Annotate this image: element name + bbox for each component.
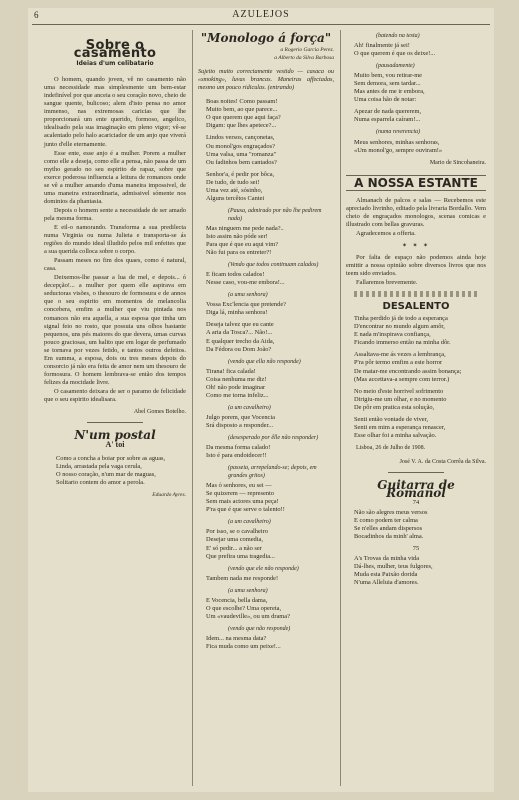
verse-block: E Vocencia, bella dama, O que escolhe? Uma opereta, Um «vaudeville», ou um drama?: [206, 596, 290, 620]
verse-block: Mas ó senhores, eu sei — Se quizerem — represento Sem mais actores uma peça! P'ra que é que serve o talento!!: [206, 482, 285, 514]
verse-block: Apezar de nada quererem, Numa esparrela caíram!...: [354, 108, 422, 124]
article-subtitle: Ideias d'um celibatario: [76, 60, 154, 68]
poem-stanza: Senti então vontade de viver, Senti em mim a esperança renascer, Esse olhar foi a minha salvação.: [354, 415, 446, 439]
verse-block: Muito bem, vou retirar-me Sem demora, sem tardar... Mas antes de me ir embora, Uma coisa hão de notar:: [354, 72, 425, 104]
paragraph: Agradecemos a offerta.: [356, 229, 416, 237]
dedication: a Rogerio Garcia Perez. a Alberto da Silva Barbosa: [274, 47, 334, 62]
poem-author: Eduardo Ayres.: [152, 492, 186, 499]
column-divider: [340, 30, 341, 786]
paragraph: E eil-o namorando. Transforma a sua predilecta numa Virginia ou numa Julieta e transporta-se ás regiões do mundo ideal illudido pelos mil enfeites que a sua querida colloca sobre o corpo.: [44, 223, 186, 256]
paragraph: Almanach de palcos e salas — Recebemos este apreciado livrinho, editado pela livraria Bordallo. Vem cheio de engraçados monologos, scenas comicas e illustrado com bellas gravuras.: [346, 196, 486, 228]
paragraph: Depois o homem sente a necessidade de ser amado pela mesma forma.: [44, 206, 186, 222]
stage-direction: (Pausa, admirado por não lhe pedirem nada): [228, 207, 322, 222]
poem-title: N'um postal: [74, 428, 156, 443]
poem-stanza: Como a concha a boiar por sobre as aguas, Linda, arrastada pela vaga cerula, O nosso coração, n'um mar de maguas, Solitario contem do amor a perola.: [56, 455, 166, 487]
magazine-page: [28, 8, 494, 792]
column-middle: [198, 30, 334, 655]
paragraph: O casamento deixara de ser o paramo de felicidade que o seu espirito idealisara.: [44, 387, 186, 403]
verse-block: Meus senhores, minhas senhoras, «Um monol'go, sempre ouviram!»: [354, 138, 443, 154]
poem-title: Guitarra de Romanol: [377, 477, 455, 501]
verse-block: Julgo porem, que Vocencia Srá disposto a responder...: [206, 413, 275, 429]
poem-title: DESALENTO: [382, 301, 450, 313]
header-rule: [32, 24, 490, 25]
verse-block: Da mesma forma calado! Isto é para endoidecer!!: [206, 444, 271, 460]
page-number: 6: [34, 10, 39, 20]
stage-direction: (a um cavalheiro): [228, 519, 271, 526]
verse-block: Idem... na mesma data? Fica muda como um peixe!...: [206, 634, 281, 650]
poem-stanza: Não são alegres meus versos E como podem ter calma Se n'elles andam dispersos Bocadinhos da minh' alma.: [354, 509, 428, 541]
verse-block: Tirana! fica calada! Coisa nenhuma me diz! Oh! não pode imaginar Como me torna infeliz...: [206, 367, 269, 399]
verse-block: Senhor'a, é pedir por bôca, De tudo, de tudo sei! Uma vez até, sósinho, Alguns tercêtos Cantei: [206, 170, 275, 202]
stage-direction: (numa reverencia): [376, 129, 421, 136]
verse-number: 75: [412, 545, 420, 553]
stage-intro: Sujeito muito correctamente vestido — casaca ou «smoking», luvas brancas. Maneiras affectadas, mesmo um pouco ridiculas. (entrando): [198, 68, 334, 92]
verse-block: Boas noites! Como passam! Muito bem, ao que parece... O que querem que aqui faça? Digam: que lhes apetece?...: [206, 98, 281, 130]
verse-block: Vossa Exc'lencia que pretende? Diga lá, minha senhora!: [206, 301, 286, 317]
stage-direction: (vendo que ele não responde): [228, 565, 299, 572]
paragraph: O homem, quando joven, vê no casamento não uma necessidade mas simplesmente um bem-estar indefinível por que anceia o seu coração novo, cheio de sangue quente, bulicoso; alem d'isto pensa no amor immenso, nas extremosas caricias que lhe proporcionará um ente querido, formoso, angelico, idealisado pela sua imaginação em pleno vigor; vê-se acalentado pelo halo acariciador de um anjo que viverá junto d'elle eternamente.: [44, 76, 186, 148]
verse-number: 74: [412, 499, 420, 507]
paragraph: Esse ente, esse anjo é a mulher. Porem a mulher como elle a deseja, como elle a pensa, não passa de um mytho gerado no seu espirito de rapaz, sobre que exerce poderosa influencia a leitura de romances onde se vê a mulher amando d'uma maneira impossivel, de uma maneira extraordinaria, admissivel sómente nos dominios da phantasia.: [44, 149, 186, 205]
column-left: [44, 30, 186, 505]
poem-stanza: Assaltava-me ás vezes a lembrança, P'ra pôr termo emfim a este horror De matar-me encontrando assim bonança; (Mas accettava-a sempre com terror.): [354, 351, 462, 383]
verse-block: Tambem nada me responde!: [206, 574, 279, 582]
monologue-author: Mario de Sincohaneira.: [429, 159, 486, 166]
page-header: [28, 8, 494, 24]
verse-block: Lindos versos, cançonetas, Ou monol'gos engraçados? Uma valsa, uma "romanza" Ou fadinhos bem cantados?: [206, 134, 277, 166]
column-divider: [192, 30, 193, 786]
verse-block: Ah! finalmente já sei! O que querem é que os deixe!...: [354, 42, 436, 58]
article-signature: Abel Gomes Botelho.: [133, 409, 186, 416]
stage-direction: (a uma senhora): [228, 587, 268, 594]
separator-stars: ✶ ✶ ✶: [401, 242, 431, 249]
paragraph: Deixemos-lhe passar a lua de mel, e depois... ó decepção!... a mulher por quem elle aspirava em seductoras visões, o thesouro de formosura e de annos que o seu espirito em momentos de melancolia concebera, emfim a mulher que viu pintada nos romances não era aquella, a sua esposa que tinha um signal feio no rosto, que possuia uns olhos bastante pequenos, uns pés maiores do que devera, umas curvas pouco graciosas, um halito que em logar de perfumado se tornava por vezes fetido, e tantos outros defeitos. Em summa, a esposa, dois ou tres meses depois do consorcio já não era feita de amor nem um thesouro de formosura. O homem lembrava-se então dos tempos felizes da mocidade livre.: [44, 274, 186, 386]
stage-direction: (a uma senhora): [228, 292, 268, 299]
stage-direction: (vendo que não responde): [228, 625, 291, 632]
poem-author: José V. A. da Costa Corrêa da Silva.: [399, 458, 486, 465]
paragraph: Passam meses no fim dos quaes, como é natural, casa.: [44, 257, 186, 273]
article-title: Sobre o casamento: [73, 38, 157, 62]
paragraph: Por falta de espaço não podemos ainda hoje emittir a nossa opinião sobre diversos livros que nos teem sido enviados.: [346, 253, 486, 278]
stage-direction: (Vendo que todos continuam calados): [228, 262, 319, 269]
stage-direction: (desesperado por êlle não responder): [228, 434, 319, 441]
verse-block: Deseja talvez que eu cante A aria da Tosca?... Não!... E qualquer trecho da Aida, Da Fédora ou Dom João?: [206, 321, 275, 353]
magazine-title: AZULEJOS: [232, 9, 290, 20]
column-right: [346, 30, 486, 592]
stage-direction: (a um cavalheiro): [228, 404, 271, 411]
monologue-title: "Monologo á força": [200, 31, 332, 45]
verse-block: E ficam todos calados! Nesse caso, vou-me embora!...: [206, 271, 285, 287]
poem-date: Lisboa, 26 de Julho de 1908.: [356, 444, 426, 451]
poem-stanza: A's Trovas da minha vida Dá-lhes, mulher, teus fulgores, Muda esta Paixão dorida N'uma Alleluia d'amores.: [354, 555, 433, 587]
stage-direction: (passeia, arrepelando-se; depois, em grandes gritos): [228, 465, 317, 480]
verse-block: Por isso, se o cavalheiro Desejar uma comedia, E' só pedir... a não ser Que prefira uma tragedia...: [206, 528, 275, 560]
poem-stanza: Tinha perdido já de todo a esperança D'encontrar no mundo algum amôr, E nada m'inspirava confiança, Ficando immerso então na minha dôr.: [354, 315, 451, 347]
poem-subtitle: A' toi: [105, 440, 125, 450]
ornament-border: [354, 291, 478, 297]
separator-rule: [388, 472, 444, 473]
separator-rule: [87, 422, 144, 423]
paragraph: Fallaremos brevemente.: [356, 279, 418, 287]
stage-direction: (pausadamente): [376, 63, 415, 70]
poem-stanza: No meio d'este horrivel sofrimento Dirigiu-me um olhar, e no momento De pôr em pratica esta solução,: [354, 387, 447, 411]
verse-block: Mas ninguem me pede nada?.. Isto assim não póde ser! Para que é que eu aqui vim? Não fui para os entreter?!: [206, 224, 284, 257]
stage-direction: (batendo na testa): [376, 33, 420, 39]
section-title: A NOSSA ESTANTE: [346, 175, 486, 191]
stage-direction: (vendo que ella não responde): [228, 358, 301, 365]
